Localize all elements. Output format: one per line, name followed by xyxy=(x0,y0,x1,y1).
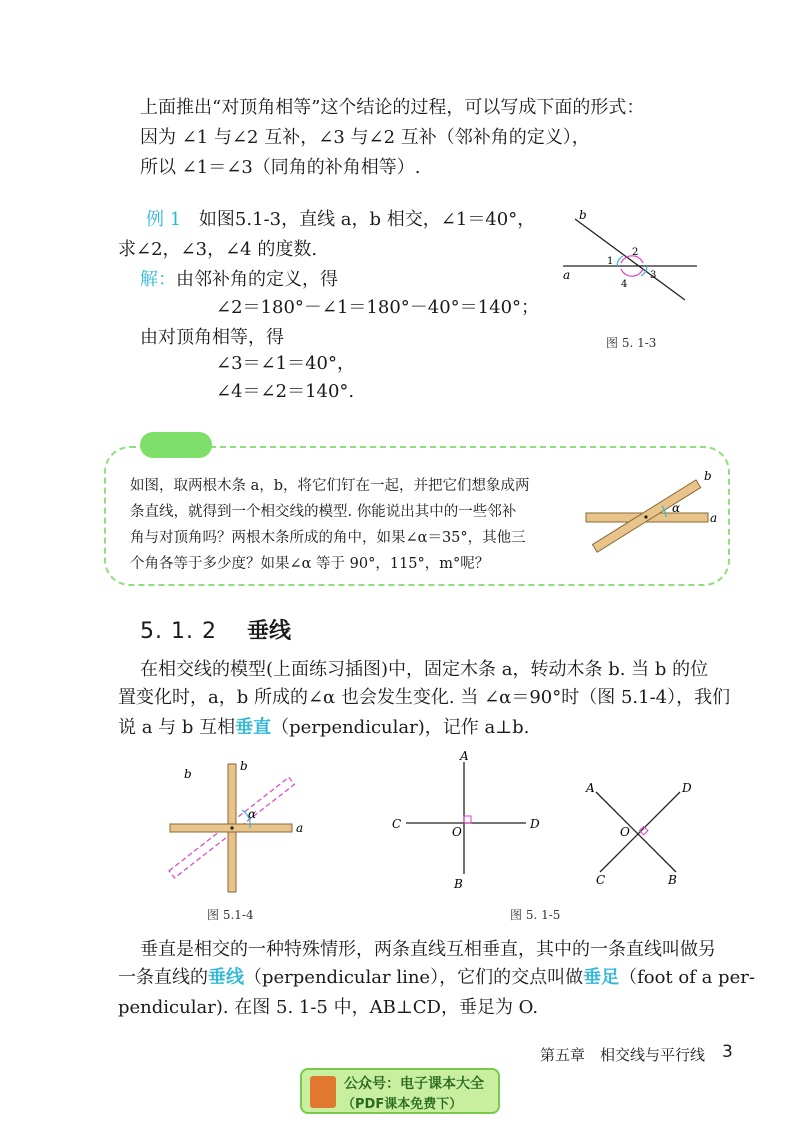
exercise-line-1: 如图，取两根木条 a，b，将它们钉在一起，并把它们想象成两 xyxy=(130,478,530,494)
label-a: a xyxy=(710,511,718,525)
caption-5-1-4: 图 5.1-4 xyxy=(207,908,254,922)
banner-line-2: （PDF课本免费下） xyxy=(342,1097,463,1112)
label-B-right: B xyxy=(668,873,677,887)
nail-point xyxy=(644,515,647,518)
label-O-right: O xyxy=(620,825,630,839)
label-A-right: A xyxy=(586,781,595,795)
solution-line-1 xyxy=(140,268,338,292)
solution-text-1: 由邻补角的定义，得 xyxy=(176,269,338,290)
label-alpha: α xyxy=(672,501,681,515)
label-2: 2 xyxy=(632,247,639,258)
label-D-left: D xyxy=(530,817,540,831)
para2-text-a: 一条直线的 xyxy=(118,967,208,988)
solution-line-5: ∠4＝∠2＝140°. xyxy=(216,381,355,402)
label-b: b xyxy=(579,208,587,222)
label-a: a xyxy=(296,821,304,835)
term-perpendicular: 垂直 xyxy=(235,717,272,738)
label-a: a xyxy=(563,268,571,282)
solution-line-3: 由对顶角相等，得 xyxy=(140,327,284,348)
para1-text-b: （perpendicular)，记作 a⊥b. xyxy=(271,717,530,738)
para2-line-3: pendicular). 在图 5. 1-5 中，AB⊥CD，垂足为 O. xyxy=(118,997,539,1018)
banner-line-1: 公众号：电子课本大全 xyxy=(344,1076,484,1092)
term-foot: 垂足 xyxy=(583,967,620,988)
section-heading xyxy=(140,614,291,645)
line-cd-right xyxy=(600,792,680,872)
para2-line-2 xyxy=(118,966,755,990)
label-b-top: b xyxy=(240,759,248,773)
label-C-right: C xyxy=(596,873,606,887)
exercise-line-3: 角与对顶角吗？两根木条所成的角中，如果∠α＝35°，其他三 xyxy=(130,530,526,546)
example-label: 例 1 xyxy=(146,209,182,230)
page-number: 3 xyxy=(722,1042,733,1062)
para1-line-3 xyxy=(118,716,529,740)
solution-line-2: ∠2＝180°－∠1＝180°－40°＝140°； xyxy=(216,297,540,318)
intro-line-2: 因为 ∠1 与∠2 互补，∠3 与∠2 互补（邻补角的定义）， xyxy=(140,127,590,148)
intro-line-1: 上面推出“对顶角相等”这个结论的过程，可以写成下面的形式： xyxy=(140,97,645,118)
line-b xyxy=(575,219,685,300)
label-4: 4 xyxy=(621,279,628,290)
label-b-left: b xyxy=(184,767,192,781)
intro-line-3: 所以 ∠1＝∠3（同角的补角相等）. xyxy=(140,157,421,178)
label-O-left: O xyxy=(452,825,462,839)
solution-line-4: ∠3＝∠1＝40°， xyxy=(216,353,355,374)
right-angle-mark-left xyxy=(464,816,471,823)
caption-5-1-5: 图 5. 1-5 xyxy=(510,908,561,922)
solution-label: 解： xyxy=(140,269,176,290)
section-title: 垂线 xyxy=(246,619,291,644)
exercise-pill xyxy=(140,432,212,458)
book-icon xyxy=(310,1076,336,1108)
para2-text-c: （foot of a per- xyxy=(619,967,755,988)
watermark-banner xyxy=(300,1068,500,1114)
para1-text-a: 说 a 与 b 互相 xyxy=(118,717,236,738)
label-3: 3 xyxy=(650,270,657,281)
label-b: b xyxy=(704,469,712,483)
line-ab-right xyxy=(596,792,676,872)
example-line-1 xyxy=(146,208,535,232)
para1-line-2: 置变化时，a，b 所成的∠α 也会发生变化. 当 ∠α＝90°时（图 5.1-4），我们 xyxy=(118,687,731,708)
label-C-left: C xyxy=(392,817,402,831)
label-B-left: B xyxy=(454,877,463,891)
footer-chapter: 第五章 相交线与平行线 xyxy=(540,1046,706,1064)
figure-5-1-3 xyxy=(555,205,705,315)
example-line-2: 求∠2，∠3，∠4 的度数. xyxy=(118,239,318,260)
label-alpha: α xyxy=(248,807,257,821)
exercise-line-4: 个角各等于多少度？如果∠α 等于 90°，115°，m°呢？ xyxy=(130,556,490,572)
nail-point xyxy=(230,826,233,829)
example-text-1: 如图5.1-3，直线 a，b 相交，∠1＝40°， xyxy=(198,209,536,230)
angle-arc-4 xyxy=(621,269,643,276)
section-number: 5. 1. 2 xyxy=(140,619,217,644)
label-D-right: D xyxy=(682,781,692,795)
label-A-left: A xyxy=(460,749,469,763)
para2-text-b: （perpendicular line），它们的交点叫做 xyxy=(244,967,584,988)
para2-line-1: 垂直是相交的一种特殊情形，两条直线互相垂直，其中的一条直线叫做另 xyxy=(140,939,716,960)
term-perpendicular-line: 垂线 xyxy=(208,967,244,988)
exercise-figure xyxy=(580,466,720,562)
figure-5-1-4 xyxy=(160,758,320,898)
figure-5-1-5 xyxy=(380,746,700,896)
para1-line-1: 在相交线的模型(上面练习插图)中，固定木条 a，转动木条 b. 当 b 的位 xyxy=(140,659,709,680)
label-1: 1 xyxy=(607,256,614,267)
exercise-line-2: 条直线，就得到一个相交线的模型. 你能说出其中的一些邻补 xyxy=(130,504,517,520)
caption-5-1-3: 图 5. 1-3 xyxy=(606,336,657,350)
